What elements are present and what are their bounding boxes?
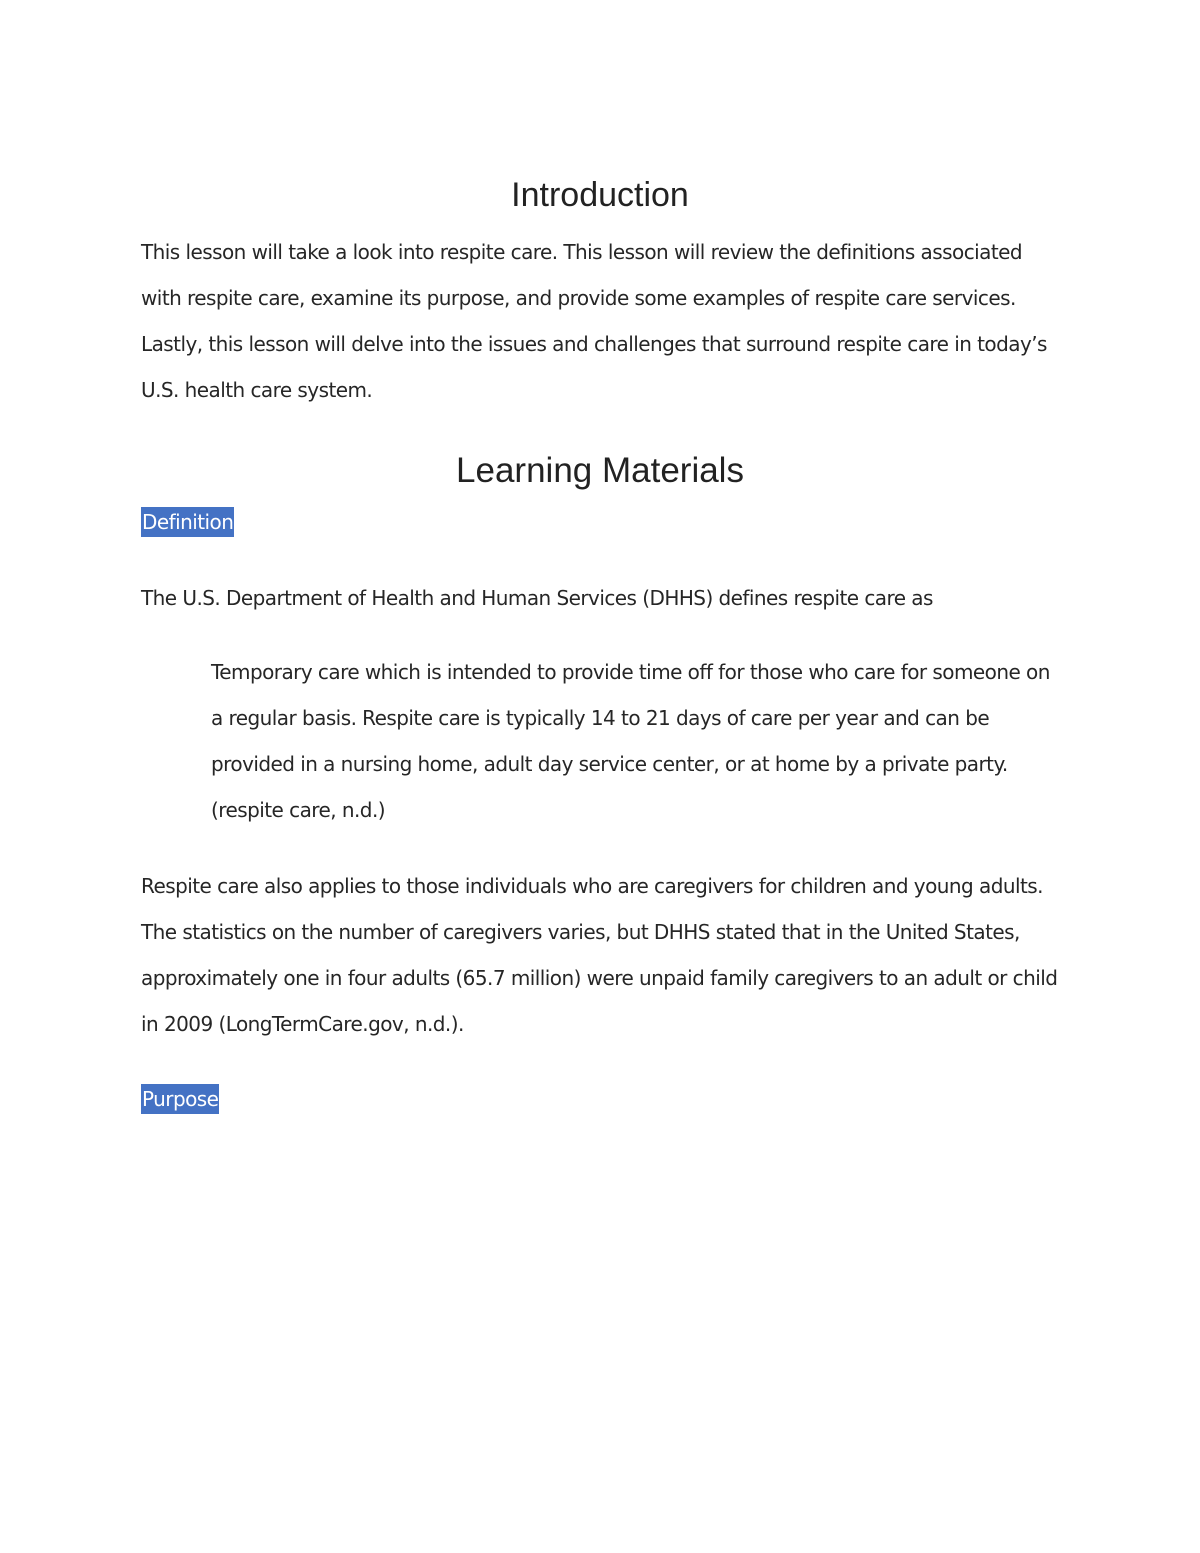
purpose-subheading: Purpose [141, 1084, 219, 1114]
caregivers-line: Respite care also applies to those individuals who are caregivers for children and young adults. [141, 874, 1043, 898]
introduction-line: Lastly, this lesson will delve into the issues and challenges that surround respite care in today’s [141, 332, 1047, 356]
quote-line: a regular basis. Respite care is typically 14 to 21 days of care per year and can be [211, 706, 990, 730]
caregivers-line: in 2009 (LongTermCare.gov, n.d.). [141, 1012, 464, 1036]
definition-intro-line: The U.S. Department of Health and Human Services (DHHS) defines respite care as [141, 586, 933, 610]
introduction-line: U.S. health care system. [141, 378, 373, 402]
caregivers-paragraph [141, 863, 1071, 1047]
learning-materials-heading: Learning Materials [456, 451, 744, 490]
introduction-heading: Introduction [511, 176, 689, 214]
quote-line: provided in a nursing home, adult day service center, or at home by a private party. [211, 752, 1008, 776]
introduction-paragraph [141, 229, 1071, 413]
definition-block-quote [211, 649, 1071, 833]
definition-subheading: Definition [141, 507, 234, 537]
caregivers-line: approximately one in four adults (65.7 million) were unpaid family caregivers to an adult or child [141, 966, 1058, 990]
quote-line: (respite care, n.d.) [211, 798, 386, 822]
introduction-line: with respite care, examine its purpose, and provide some examples of respite care services. [141, 286, 1016, 310]
definition-intro-paragraph [141, 575, 1071, 621]
introduction-line: This lesson will take a look into respite care. This lesson will review the definitions associated [141, 240, 1023, 264]
caregivers-line: The statistics on the number of caregivers varies, but DHHS stated that in the United States, [141, 920, 1020, 944]
quote-line: Temporary care which is intended to provide time off for those who care for someone on [211, 660, 1050, 684]
